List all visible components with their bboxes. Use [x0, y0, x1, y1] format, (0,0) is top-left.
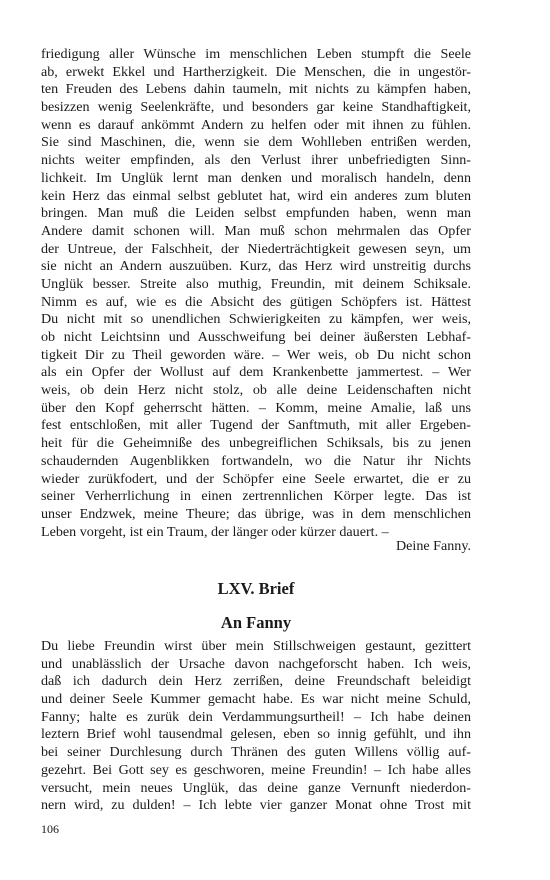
text-line: leztern Brief wohl tausendmal gelesen, eben so innig gefühlt, und ihn	[41, 726, 471, 743]
text-line: heit für die Geheimniße des unbegreiflichen Schiksals, bis zu jenen	[41, 435, 471, 452]
text-line: gezehrt. Bei Gott sey es geschworen, meine Freundin! – Ich habe alles	[41, 761, 471, 778]
text-line: Du nicht mit so unendlichen Schwierigkeiten zu kämpfen, wer weis,	[41, 311, 471, 328]
text-line: besizzen wenig Seelenkräfte, und besonders gar keine Standhaftigkeit,	[41, 99, 471, 116]
letter-recipient: An Fanny	[220, 613, 292, 632]
text-line: und unablässlich der Ursache davon nachgeforscht haben. Ich weis,	[41, 655, 471, 672]
text-line: nichts weiter empfinden, als den Verlust ihrer unbefriedigten Sinn-	[41, 152, 471, 169]
text-line: wenn es darauf ankömmt Andern zu helfen oder mit ihnen zu fühlen.	[41, 116, 471, 133]
text-line: schaudernden Augenblikken fortwandeln, wo die Natur ihr Nichts	[41, 452, 471, 469]
text-line: und deiner Seele Kummer gemacht habe. Es war nicht meine Schuld,	[41, 691, 471, 708]
text-line: bringen. Man muß die Leiden selbst empfunden haben, wenn man	[41, 205, 471, 222]
text-line: Leben vorgeht, ist ein Traum, der länger oder kürzer dauert. –	[41, 523, 389, 540]
text-line: kein Herz das einmal selbst geblutet hat, wird ein anderes zum bluten	[41, 187, 471, 204]
text-line: nern wird, zu dulden! – Ich lebte vier ganzer Monat ohne Trost mit	[41, 797, 471, 814]
signature: Deine Fanny.	[395, 538, 471, 554]
text-line: lichkeit. Im Unglük lernt man denken und moralisch handeln, denn	[41, 169, 471, 186]
text-line: wieder zurükfodert, und der Schöpfer eine Seele erwartet, die er zu	[41, 470, 471, 487]
letter-heading: LXV. Brief	[217, 579, 295, 598]
text-line: sie nicht an Andern auszuüben. Kurz, das Herz wird unstreitig durchs	[41, 258, 471, 275]
text-line: über den Kopf geherrscht hätten. – Komm, meine Amalie, laß uns	[41, 399, 471, 416]
text-line: unser Endzwek, meine Theure; das übrige, was in dem menschlichen	[41, 505, 471, 522]
text-line: ab, erwekt Ekkel und Hartherzigkeit. Die Menschen, die in ungestör-	[41, 63, 471, 80]
text-line: fest entschloßen, mit aller Tugend der Sanftmuth, mit aller Ergeben-	[41, 417, 471, 434]
letter-body	[41, 638, 471, 815]
previous-letter-body	[41, 46, 471, 541]
text-line: als ein Opfer der Wollust auf dem Krankenbette jammertest. – Wer	[41, 364, 471, 381]
text-line: Unglük besser. Streite also muthig, Freundin, mit deinem Schiksale.	[41, 275, 471, 292]
text-line: Andere damit schonen will. Man muß schon mehrmalen das Opfer	[41, 222, 471, 239]
text-line: Fanny; halte es zurük dein Verdammungsurtheil! – Ich habe deinen	[41, 708, 471, 725]
page-number: 106	[41, 822, 59, 836]
text-line: tigkeit Dir zu Theil geworden wäre. – Wer weis, ob Du nicht schon	[41, 346, 471, 363]
text-line: Sie sind Maschinen, die, wenn sie dem Wohlleben entrißen werden,	[41, 134, 471, 151]
text-line: ten Freuden des Lebens dahin taumeln, mit nichts zu kämpfen haben,	[41, 81, 471, 98]
text-line: Nimm es auf, wie es die Absicht des gütigen Schöpfers ist. Hättest	[41, 293, 471, 310]
text-line: Du liebe Freundin wirst über mein Stillschweigen gestaunt, gezittert	[41, 638, 471, 654]
text-line: versucht, mein neues Unglük, das deine ganze Vernunft niederdon-	[41, 779, 471, 796]
text-line: seiner Verherrlichung in einen zertrennlichen Körper legte. Das ist	[41, 488, 471, 505]
text-line: friedigung aller Wünsche im menschlichen Leben stumpft die Seele	[41, 46, 471, 62]
text-line: bei seiner Durchlesung durch Thränen des guten Willens völlig auf-	[41, 744, 471, 761]
text-line: weis, ob dein Herz nicht stolz, ob alle deine Leidenschaften nicht	[41, 382, 471, 399]
text-line: ob nicht Leichtsinn und Ausschweifung bei deiner äußersten Lebhaf-	[41, 329, 471, 345]
text-line: der Untreue, der Falschheit, der Niederträchtigkeit gewesen seyn, um	[41, 240, 471, 257]
text-line: daß ich dadurch dein Herz zerrißen, deine Freundschaft beleidigt	[41, 673, 471, 690]
